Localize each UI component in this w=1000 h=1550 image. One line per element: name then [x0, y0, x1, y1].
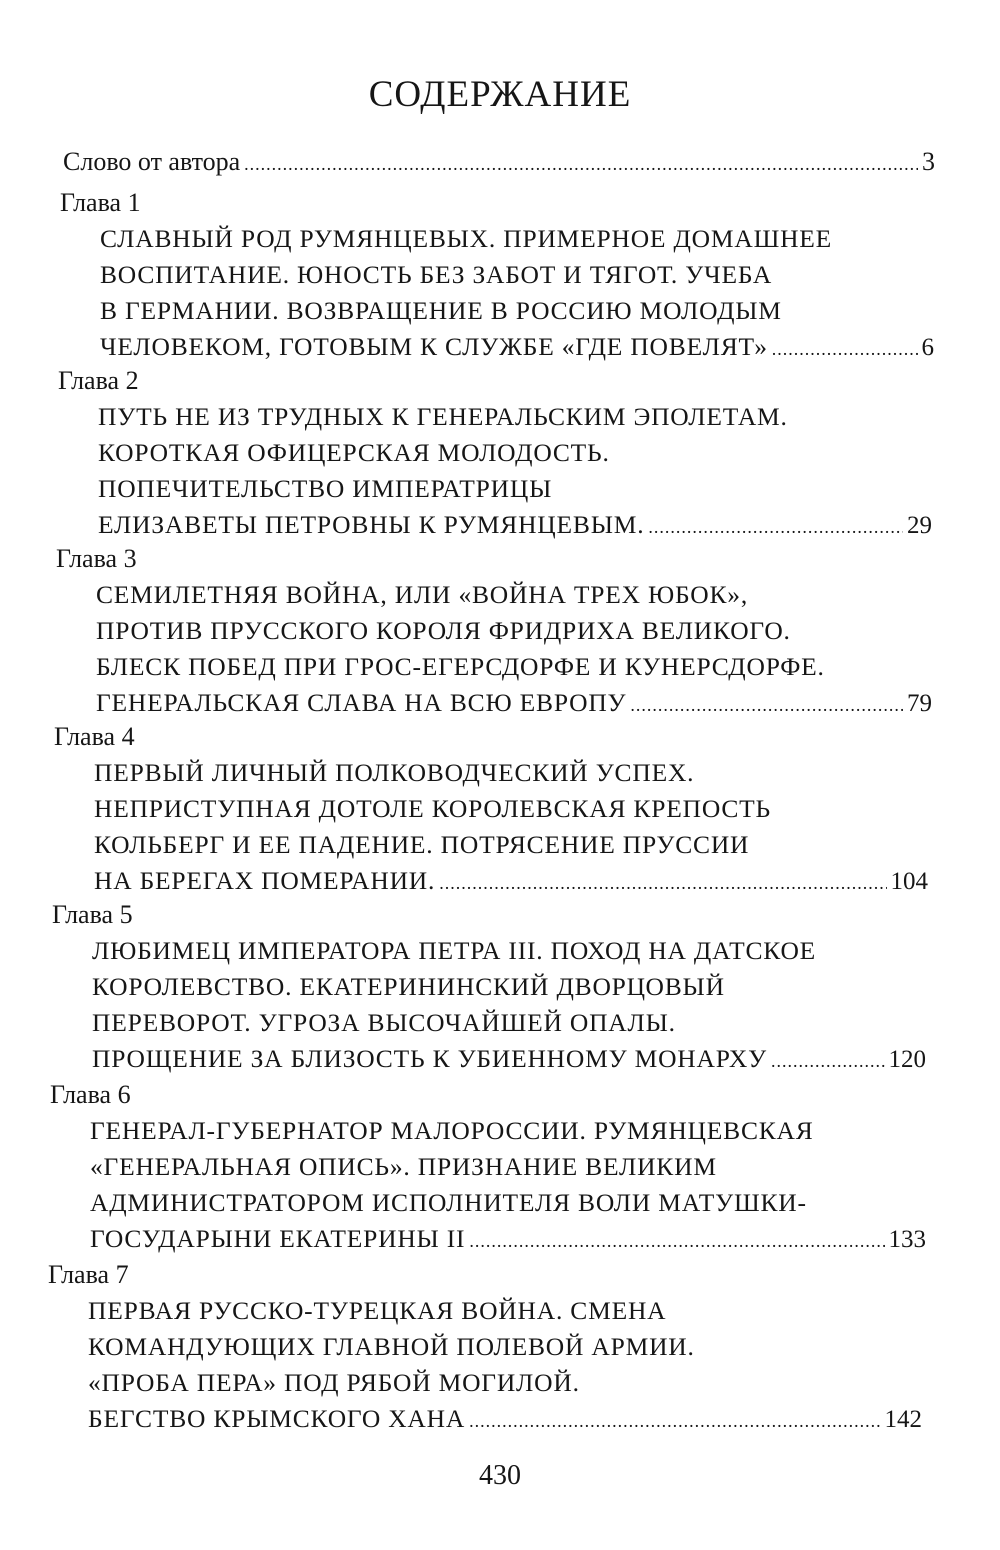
dot-leader [648, 510, 903, 544]
chapter-title-line: КОЛЬБЕРГ И ЕЕ ПАДЕНИЕ. ПОТРЯСЕНИЕ ПРУССИИ [94, 830, 750, 859]
chapter-title-last-line [94, 864, 928, 900]
toc-page-number: 3 [922, 147, 935, 176]
page-number-footer: 430 [479, 1460, 521, 1491]
chapter-title-line: СЛАВНЫЙ РОД РУМЯНЦЕВЫХ. ПРИМЕРНОЕ ДОМАШНЕЕ [100, 224, 833, 253]
toc-entry-intro [63, 145, 935, 181]
chapter-title-line: ЕЛИЗАВЕТЫ ПЕТРОВНЫ К РУМЯНЦЕВЫМ. [98, 510, 645, 539]
dot-leader [630, 688, 903, 722]
chapter-label: Глава 2 [58, 366, 139, 395]
dot-leader [244, 147, 918, 181]
chapter-title-last-line [96, 686, 932, 722]
chapter-title-line: «ПРОБА ПЕРА» ПОД РЯБОЙ МОГИЛОЙ. [88, 1368, 580, 1397]
chapter-title-last-line [92, 1042, 926, 1078]
chapter-title-line: В ГЕРМАНИИ. ВОЗВРАЩЕНИЕ В РОССИЮ МОЛОДЫМ [100, 296, 782, 325]
chapter-label: Глава 5 [52, 900, 133, 929]
chapter-title-last-line [88, 1402, 922, 1438]
chapter-title-line: БЛЕСК ПОБЕД ПРИ ГРОС-ЕГЕРСДОРФЕ И КУНЕРСДОРФЕ. [96, 652, 825, 681]
chapter-label: Глава 4 [54, 722, 135, 751]
chapter-title-line: ПОПЕЧИТЕЛЬСТВО ИМПЕРАТРИЦЫ [98, 474, 553, 503]
chapter-label: Глава 6 [50, 1080, 131, 1109]
toc-page-number: 120 [888, 1046, 926, 1073]
dot-leader [439, 866, 886, 900]
chapter-title-line: КОРОЛЕВСТВО. ЕКАТЕРИНИНСКИЙ ДВОРЦОВЫЙ [92, 972, 725, 1001]
chapter-title-line: АДМИНИСТРАТОРОМ ИСПОЛНИТЕЛЯ ВОЛИ МАТУШКИ- [90, 1188, 807, 1217]
chapter-title-line: КОРОТКАЯ ОФИЦЕРСКАЯ МОЛОДОСТЬ. [98, 438, 610, 467]
chapter-label: Глава 1 [60, 188, 141, 217]
toc-page-number: 79 [907, 690, 932, 717]
chapter-title-line: ЧЕЛОВЕКОМ, ГОТОВЫМ К СЛУЖБЕ «ГДЕ ПОВЕЛЯТ» [100, 332, 768, 361]
chapter-title-line: НЕПРИСТУПНАЯ ДОТОЛЕ КОРОЛЕВСКАЯ КРЕПОСТЬ [94, 794, 771, 823]
toc-page-number: 133 [888, 1226, 926, 1253]
dot-leader [772, 332, 918, 366]
dot-leader [469, 1404, 880, 1438]
toc-page-number: 29 [907, 512, 932, 539]
toc-page-number: 142 [884, 1406, 922, 1433]
dot-leader [771, 1044, 885, 1078]
chapter-title-line: ГЕНЕРАЛ-ГУБЕРНАТОР МАЛОРОССИИ. РУМЯНЦЕВСКАЯ [90, 1116, 814, 1145]
page-title: СОДЕРЖАНИЕ [368, 74, 632, 115]
chapter-title-line: ПРОТИВ ПРУССКОГО КОРОЛЯ ФРИДРИХА ВЕЛИКОГО. [96, 616, 791, 645]
chapter-title-line: ПЕРВЫЙ ЛИЧНЫЙ ПОЛКОВОДЧЕСКИЙ УСПЕХ. [94, 758, 695, 787]
chapter-title-line: СЕМИЛЕТНЯЯ ВОЙНА, ИЛИ «ВОЙНА ТРЕХ ЮБОК», [96, 580, 748, 609]
chapter-title-line: НА БЕРЕГАХ ПОМЕРАНИИ. [94, 866, 436, 895]
chapter-title-line: ПРОЩЕНИЕ ЗА БЛИЗОСТЬ К УБИЕННОМУ МОНАРХУ [92, 1044, 767, 1073]
chapter-title-line: ПУТЬ НЕ ИЗ ТРУДНЫХ К ГЕНЕРАЛЬСКИМ ЭПОЛЕТАМ. [98, 402, 788, 431]
chapter-title-last-line [98, 508, 932, 544]
dot-leader [469, 1224, 884, 1258]
chapter-title-last-line [100, 330, 934, 366]
chapter-title-line: ПЕРВАЯ РУССКО-ТУРЕЦКАЯ ВОЙНА. СМЕНА [88, 1296, 667, 1325]
chapter-title-line: ГЕНЕРАЛЬСКАЯ СЛАВА НА ВСЮ ЕВРОПУ [96, 688, 627, 717]
chapter-title-line: ВОСПИТАНИЕ. ЮНОСТЬ БЕЗ ЗАБОТ И ТЯГОТ. УЧЕБА [100, 260, 773, 289]
chapter-title-line: ПЕРЕВОРОТ. УГРОЗА ВЫСОЧАЙШЕЙ ОПАЛЫ. [92, 1008, 676, 1037]
chapter-title-line: ЛЮБИМЕЦ ИМПЕРАТОРА ПЕТРА III. ПОХОД НА ДАТСКОЕ [92, 936, 817, 965]
chapter-title-last-line [90, 1222, 926, 1258]
chapter-title-line: «ГЕНЕРАЛЬНАЯ ОПИСЬ». ПРИЗНАНИЕ ВЕЛИКИМ [90, 1152, 717, 1181]
chapter-title-line: КОМАНДУЮЩИХ ГЛАВНОЙ ПОЛЕВОЙ АРМИИ. [88, 1332, 695, 1361]
chapter-title-line: БЕГСТВО КРЫМСКОГО ХАНА [88, 1404, 466, 1433]
toc-page-number: 6 [921, 334, 934, 361]
toc-entry-title: Слово от автора [63, 147, 241, 176]
toc-page-number: 104 [890, 868, 928, 895]
chapter-label: Глава 3 [56, 544, 137, 573]
chapter-title-line: ГОСУДАРЫНИ ЕКАТЕРИНЫ II [90, 1224, 466, 1253]
chapter-label: Глава 7 [48, 1260, 129, 1289]
